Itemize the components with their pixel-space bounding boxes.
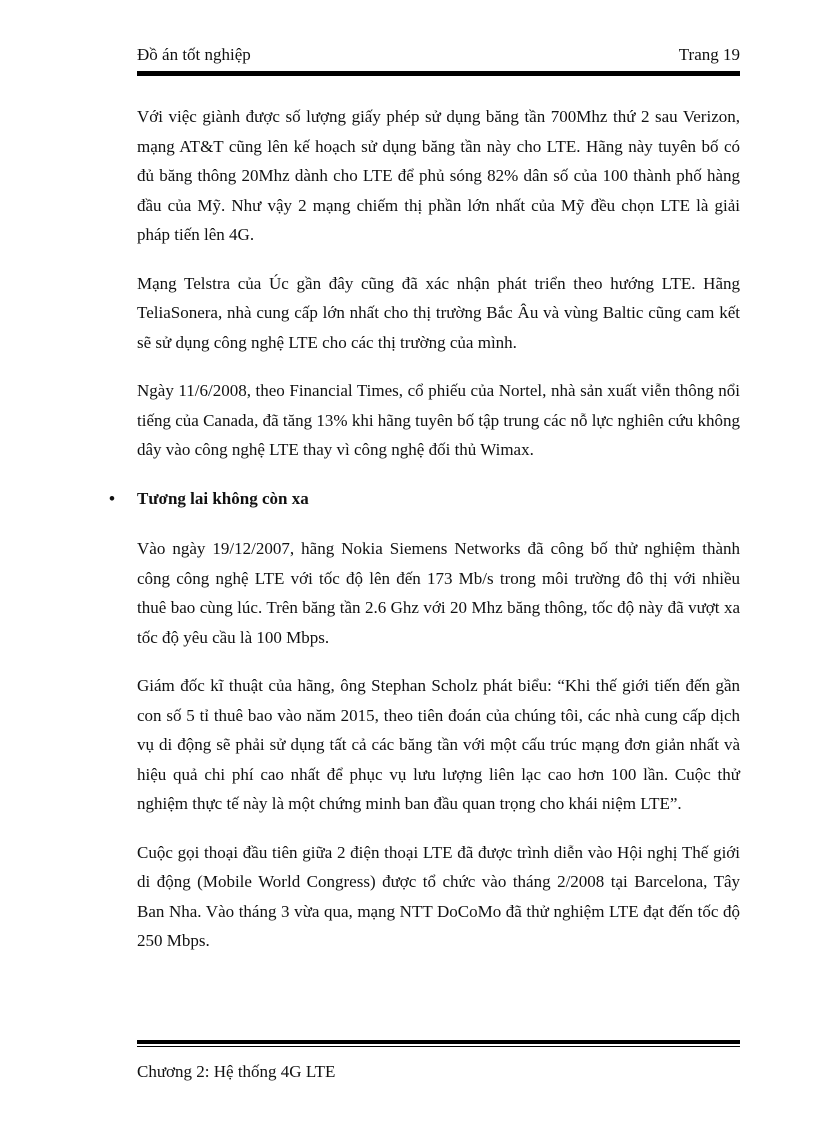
paragraph: Giám đốc kĩ thuật của hãng, ông Stephan Scholz phát biểu: “Khi thế giới tiến đến gần con số 5 tỉ thuê bao vào năm 2015, theo tiên đoán của chúng tôi, các nhà cung cấp dịch vụ di động sẽ phải sử dụng tất cả các băng tần với một cấu trúc mạng đơn giản nhất và hiệu quả chi phí cao nhất để phục vụ lưu lượng liên lạc cao hơn 100 lần. Cuộc thử nghiệm thực tế này là một chứng minh ban đầu quan trọng cho khái niệm LTE”. bbox=[137, 676, 740, 813]
page-body bbox=[109, 76, 740, 975]
page-footer bbox=[137, 1040, 740, 1083]
page-header bbox=[137, 44, 740, 76]
paragraph: Cuộc gọi thoại đầu tiên giữa 2 điện thoại LTE đã được trình diễn vào Hội nghị Thế giới di động (Mobile World Congress) được tổ chức vào tháng 2/2008 tại Barcelona, Tây Ban Nha. Vào tháng 3 vừa qua, mạng NTT DoCoMo đã thử nghiệm LTE đạt đến tốc độ 250 Mbps. bbox=[137, 842, 740, 950]
header-title: Đồ án tốt nghiệp bbox=[137, 45, 251, 64]
bullet-heading-label: Tương lai không còn xa bbox=[137, 488, 309, 508]
footer-chapter-label: Chương 2: Hệ thống 4G LTE bbox=[137, 1062, 336, 1081]
bullet-heading bbox=[109, 484, 740, 514]
bullet-icon: • bbox=[109, 488, 115, 508]
paragraph: Ngày 11/6/2008, theo Financial Times, cổ phiếu của Nortel, nhà sản xuất viễn thông nổi tiếng của Canada, đã tăng 13% khi hãng tuyên bố tập trung các nỗ lực nghiên cứu không dây vào công nghệ LTE thay vì công nghệ đối thủ Wimax. bbox=[137, 381, 740, 459]
paragraph: Vào ngày 19/12/2007, hãng Nokia Siemens Networks đã công bố thử nghiệm thành công công nghệ LTE với tốc độ lên đến 173 Mb/s trong môi trường đô thị với nhiều thuê bao cùng lúc. Trên băng tần 2.6 Ghz với 20 Mhz băng thông, tốc độ này đã vượt xa tốc độ yêu cầu là 100 Mbps. bbox=[137, 539, 740, 647]
paragraph: Với việc giành được số lượng giấy phép sử dụng băng tần 700Mhz thứ 2 sau Verizon, mạng AT&T cũng lên kế hoạch sử dụng băng tần này cho LTE. Hãng này tuyên bố có đủ băng thông 20Mhz dành cho LTE để phủ sóng 82% dân số của 100 thành phố hàng đầu của Mỹ. Như vậy 2 mạng chiếm thị phần lớn nhất của Mỹ đều chọn LTE là giải pháp tiến lên 4G. bbox=[137, 107, 740, 244]
header-page-number: Trang 19 bbox=[678, 45, 740, 64]
paragraph: Mạng Telstra của Úc gần đây cũng đã xác nhận phát triển theo hướng LTE. Hãng TeliaSonera, nhà cung cấp lớn nhất cho thị trường Bắc Âu và vùng Baltic cũng cam kết sẽ sử dụng công nghệ LTE cho các thị trường của mình. bbox=[137, 273, 740, 352]
